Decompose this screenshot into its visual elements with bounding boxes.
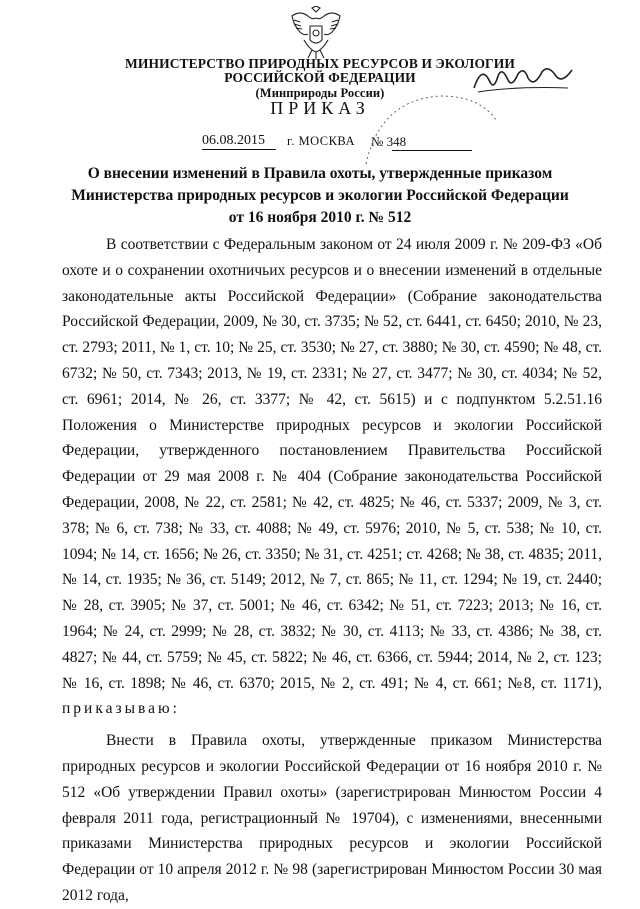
- document-title-line3: от 16 ноября 2010 г. № 512: [228, 209, 412, 226]
- order-label: ПРИКАЗ: [270, 98, 370, 118]
- ministry-name-line2: РОССИЙСКОЙ ФЕДЕРАЦИИ: [224, 70, 416, 85]
- ministry-short-name: (Минприроды России): [255, 86, 385, 100]
- stamp-mark: [360, 90, 500, 170]
- body-paragraph-1-text: В соответствии с Федеральным законом от 24 июля 2009 г. № 209-ФЗ «Об охоте и о сохранении охотничьих ресурсов и о внесении изменений в отдельные законодательные акты Российской Федерации» (Собрание законодательства Российской Федерации, 2009, № 30, ст. 3735; № 52, ст. 6441, ст. 6450; 2010, № 23, ст. 2793; 2011, № 1, ст. 10; № 25, ст. 3530; № 27, ст. 3880; № 30, ст. 4590; № 48, ст. 6732; № 50, ст. 7343; 2013, № 19, ст. 2331; № 27, ст. 3477; № 30, ст. 4034; № 52, ст. 6961; 2014, № 26, ст. 3377; № 42, ст. 5615) и с подпунктом 5.2.51.16 Положения о Министерстве природных ресурсов и экологии Российской Федерации, утвержденного постановлением Правительства Российской Федерации от 29 мая 2008 г. № 404 (Собрание законодательства Российской Федерации, 2008, № 22, ст. 2581; № 42, ст. 4825; № 46, ст. 5337; 2009, № 3, ст. 378; № 6, ст. 738; № 33, ст. 4088; № 49, ст. 5976; 2010, № 5, ст. 538; № 10, ст. 1094; № 14, ст. 1656; № 26, ст. 3350; № 31, ст. 4251; ст. 4268; № 38, ст. 4835; 2011, № 14, ст. 1935; № 36, ст. 5149; 2012, № 7, ст. 865; № 11, ст. 1294; № 19, ст. 2440; № 28, ст. 3905; № 37, ст. 5001; № 46, ст. 6342; № 51, ст. 7223; 2013; № 16, ст. 1964; № 24, ст. 2999; № 28, ст. 3832; № 30, ст. 4113; № 33, ст. 4386; № 38, ст. 4827; № 44, ст. 5759; № 45, ст. 5822; № 46, ст. 6366, ст. 5944; 2014, № 2, ст. 123; № 16, ст. 1898; № 46, ст. 6370; 2015, № 2, ст. 491; № 4, ст. 661; №8, ст. 1171),: [62, 236, 602, 692]
- body-paragraph-1: [62, 232, 602, 722]
- document-title-line1: О внесении изменений в Правила охоты, утвержденные приказом: [87, 165, 553, 182]
- coat-of-arms-icon: [286, 6, 346, 60]
- document-title: [0, 163, 640, 229]
- command-word: приказываю:: [62, 700, 180, 718]
- ministry-name-line1: МИНИСТЕРСТВО ПРИРОДНЫХ РЕСУРСОВ И ЭКОЛОГИИ: [125, 56, 515, 71]
- order-date: 06.08.2015: [202, 133, 276, 150]
- body-paragraph-2: Внести в Правила охоты, утвержденные приказом Министерства природных ресурсов и экологии Российской Федерации от 16 ноября 2010 г. № 512 «Об утверждении Правил охоты» (зарегистрирован Минюстом России 4 февраля 2011 года, регистрационный № 19704), с изменениями, внесенными приказами Министерства природных ресурсов и экологии Российской Федерации от 10 апреля 2012 г. № 98 (зарегистрирован Минюстом России 30 мая 2012 года,: [62, 732, 602, 904]
- order-number: № 348: [371, 134, 407, 149]
- order-city: г. МОСКВА: [287, 134, 356, 148]
- document-body: [62, 232, 602, 909]
- document-title-line2: Министерства природных ресурсов и экологии Российской Федерации: [71, 187, 569, 204]
